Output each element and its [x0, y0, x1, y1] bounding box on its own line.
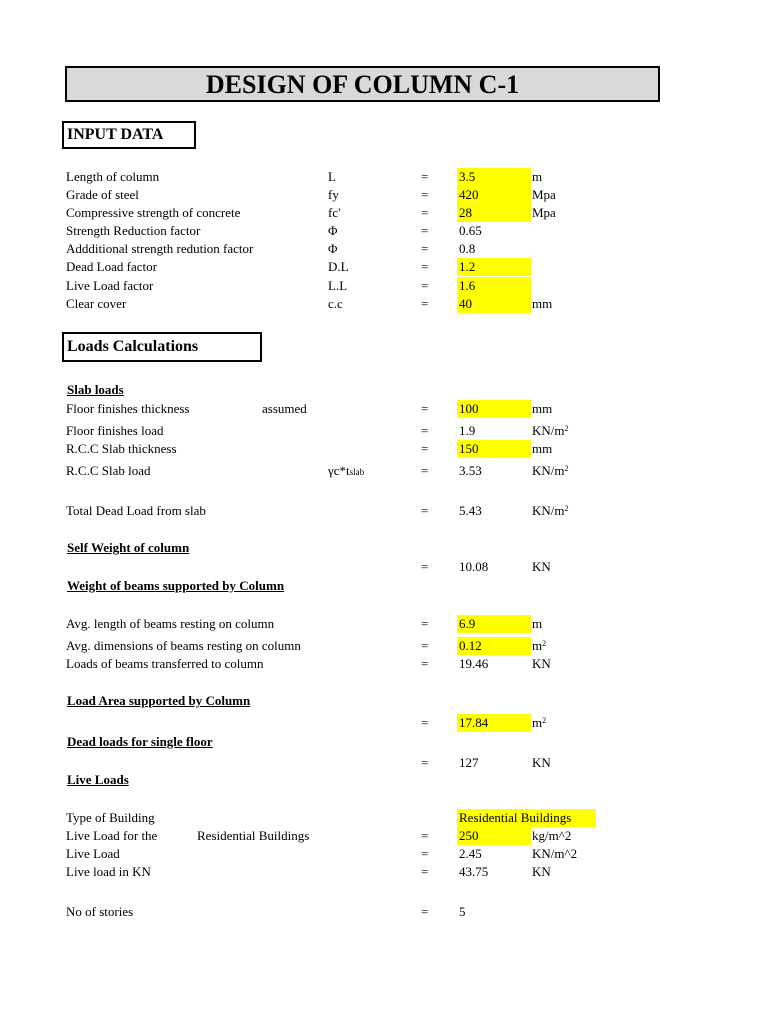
slab-loads-heading: Slab loads — [67, 382, 124, 397]
equals-sign: = — [421, 828, 429, 843]
unit: KN — [532, 755, 551, 770]
equals-sign: = — [421, 755, 429, 770]
input-row-value[interactable]: 3.5 — [457, 168, 531, 186]
equals-sign: = — [421, 656, 429, 671]
unit: $KN/m^2$ — [532, 503, 569, 518]
input-row-unit: mm — [532, 296, 553, 311]
unit: $m^2$ — [532, 638, 547, 653]
dead-single-floor-value: 127 — [459, 755, 479, 770]
equals-sign: = — [421, 259, 429, 274]
input-row-symbol: fy — [328, 187, 339, 202]
rcc-load-label: R.C.C Slab load — [66, 463, 151, 478]
equals-sign: = — [421, 616, 429, 631]
floor-finish-load-label: Floor finishes load — [66, 423, 164, 438]
floor-finish-thickness-value[interactable]: 100 — [457, 400, 531, 418]
equals-sign: = — [421, 278, 429, 293]
input-row-label: Clear cover — [66, 296, 127, 311]
input-row-label: Live Load factor — [66, 278, 154, 293]
input-row-unit: Mpa — [532, 187, 556, 202]
unit: KN — [532, 864, 551, 879]
input-row-value[interactable]: 28 — [457, 204, 531, 222]
input-row-label: Compressive strength of concrete — [66, 205, 241, 220]
equals-sign: = — [421, 296, 429, 311]
rcc-load-formula: γc*tslab — [328, 463, 365, 478]
equals-sign: = — [421, 423, 429, 438]
input-row-label: Grade of steel — [66, 187, 139, 202]
total-dead-label: Total Dead Load from slab — [66, 503, 206, 518]
load-area-heading: Load Area supported by Column — [67, 693, 251, 708]
beam-dims-label: Avg. dimensions of beams resting on column — [66, 638, 301, 653]
building-type-label: Type of Building — [66, 810, 155, 825]
stories-value: 5 — [459, 904, 466, 919]
beams-heading: Weight of beams supported by Column — [67, 578, 285, 593]
equals-sign: = — [421, 864, 429, 879]
input-row-symbol: D.L — [328, 259, 349, 274]
self-weight-value: 10.08 — [459, 559, 489, 574]
floor-finish-load-value: 1.9 — [459, 423, 476, 438]
equals-sign: = — [421, 904, 429, 919]
loads-calculations-heading: Loads Calculations — [62, 332, 262, 362]
equals-sign: = — [421, 846, 429, 861]
input-row-symbol: fc' — [328, 205, 341, 220]
unit: mm — [532, 441, 553, 456]
beam-loads-label: Loads of beams transferred to column — [66, 656, 264, 671]
beam-length-value[interactable]: 6.9 — [457, 615, 531, 633]
equals-sign: = — [421, 205, 429, 220]
unit: mm — [532, 401, 553, 416]
equals-sign: = — [421, 223, 429, 238]
equals-sign: = — [421, 187, 429, 202]
live-load-label: Live Load — [66, 846, 120, 861]
stories-label: No of stories — [66, 904, 134, 919]
input-data-heading: INPUT DATA — [62, 121, 196, 149]
beam-dims-value[interactable]: 0.12 — [457, 637, 531, 655]
equals-sign: = — [421, 241, 429, 256]
live-load-for-label: Live Load for the — [66, 828, 158, 843]
equals-sign: = — [421, 463, 429, 478]
input-row-unit: Mpa — [532, 205, 556, 220]
live-load-value: 2.45 — [459, 846, 482, 861]
input-row-value[interactable]: 40 — [457, 295, 531, 313]
input-row-label: Dead Load factor — [66, 259, 157, 274]
unit: $KN/m^2$ — [532, 463, 569, 478]
load-area-value[interactable]: 17.84 — [457, 714, 531, 732]
unit: kg/m^2 — [532, 828, 572, 843]
unit: KN — [532, 559, 551, 574]
unit: $KN/m^2$ — [532, 423, 569, 438]
unit: KN/m^2 — [532, 846, 578, 861]
page-title: DESIGN OF COLUMN C-1 — [65, 66, 660, 102]
live-load-kn-value: 43.75 — [459, 864, 489, 879]
input-row-symbol: L.L — [328, 278, 348, 293]
equals-sign: = — [421, 715, 429, 730]
live-load-kn-label: Live load in KN — [66, 864, 151, 879]
input-row-symbol: L — [328, 169, 336, 184]
self-weight-heading: Self Weight of column — [67, 540, 190, 555]
unit: m — [532, 616, 543, 631]
total-dead-value: 5.43 — [459, 503, 482, 518]
equals-sign: = — [421, 169, 429, 184]
input-row-label: Strength Reduction factor — [66, 223, 201, 238]
input-row-value: 0.8 — [459, 241, 476, 256]
live-load-for-building: Residential Buildings — [197, 828, 310, 843]
equals-sign: = — [421, 638, 429, 653]
beam-length-label: Avg. length of beams resting on column — [66, 616, 275, 631]
input-row-label: Length of column — [66, 169, 160, 184]
equals-sign: = — [421, 559, 429, 574]
rcc-thickness-value[interactable]: 150 — [457, 440, 531, 458]
input-row-value[interactable]: 1.6 — [457, 277, 531, 295]
input-row-value: 0.65 — [459, 223, 482, 238]
input-row-symbol: Φ — [328, 241, 338, 256]
input-row-symbol: Φ — [328, 223, 338, 238]
input-row-unit: m — [532, 169, 543, 184]
unit: KN — [532, 656, 551, 671]
equals-sign: = — [421, 401, 429, 416]
live-load-for-value[interactable]: 250 — [457, 827, 531, 845]
equals-sign: = — [421, 503, 429, 518]
floor-finish-thickness-label: Floor finishes thickness — [66, 401, 190, 416]
input-row-label: Addditional strength redution factor — [66, 241, 254, 256]
building-type-value[interactable]: Residential Buildings — [457, 809, 596, 827]
floor-finish-thickness-note: assumed — [262, 401, 307, 416]
beam-loads-value: 19.46 — [459, 656, 489, 671]
dead-single-floor-heading: Dead loads for single floor — [67, 734, 213, 749]
unit: $m^2$ — [532, 715, 547, 730]
rcc-thickness-label: R.C.C Slab thickness — [66, 441, 177, 456]
input-row-symbol: c.c — [328, 296, 343, 311]
input-row-value[interactable]: 420 — [457, 186, 531, 204]
live-loads-heading: Live Loads — [67, 772, 129, 787]
rcc-load-value: 3.53 — [459, 463, 482, 478]
equals-sign: = — [421, 441, 429, 456]
input-row-value[interactable]: 1.2 — [457, 258, 531, 276]
